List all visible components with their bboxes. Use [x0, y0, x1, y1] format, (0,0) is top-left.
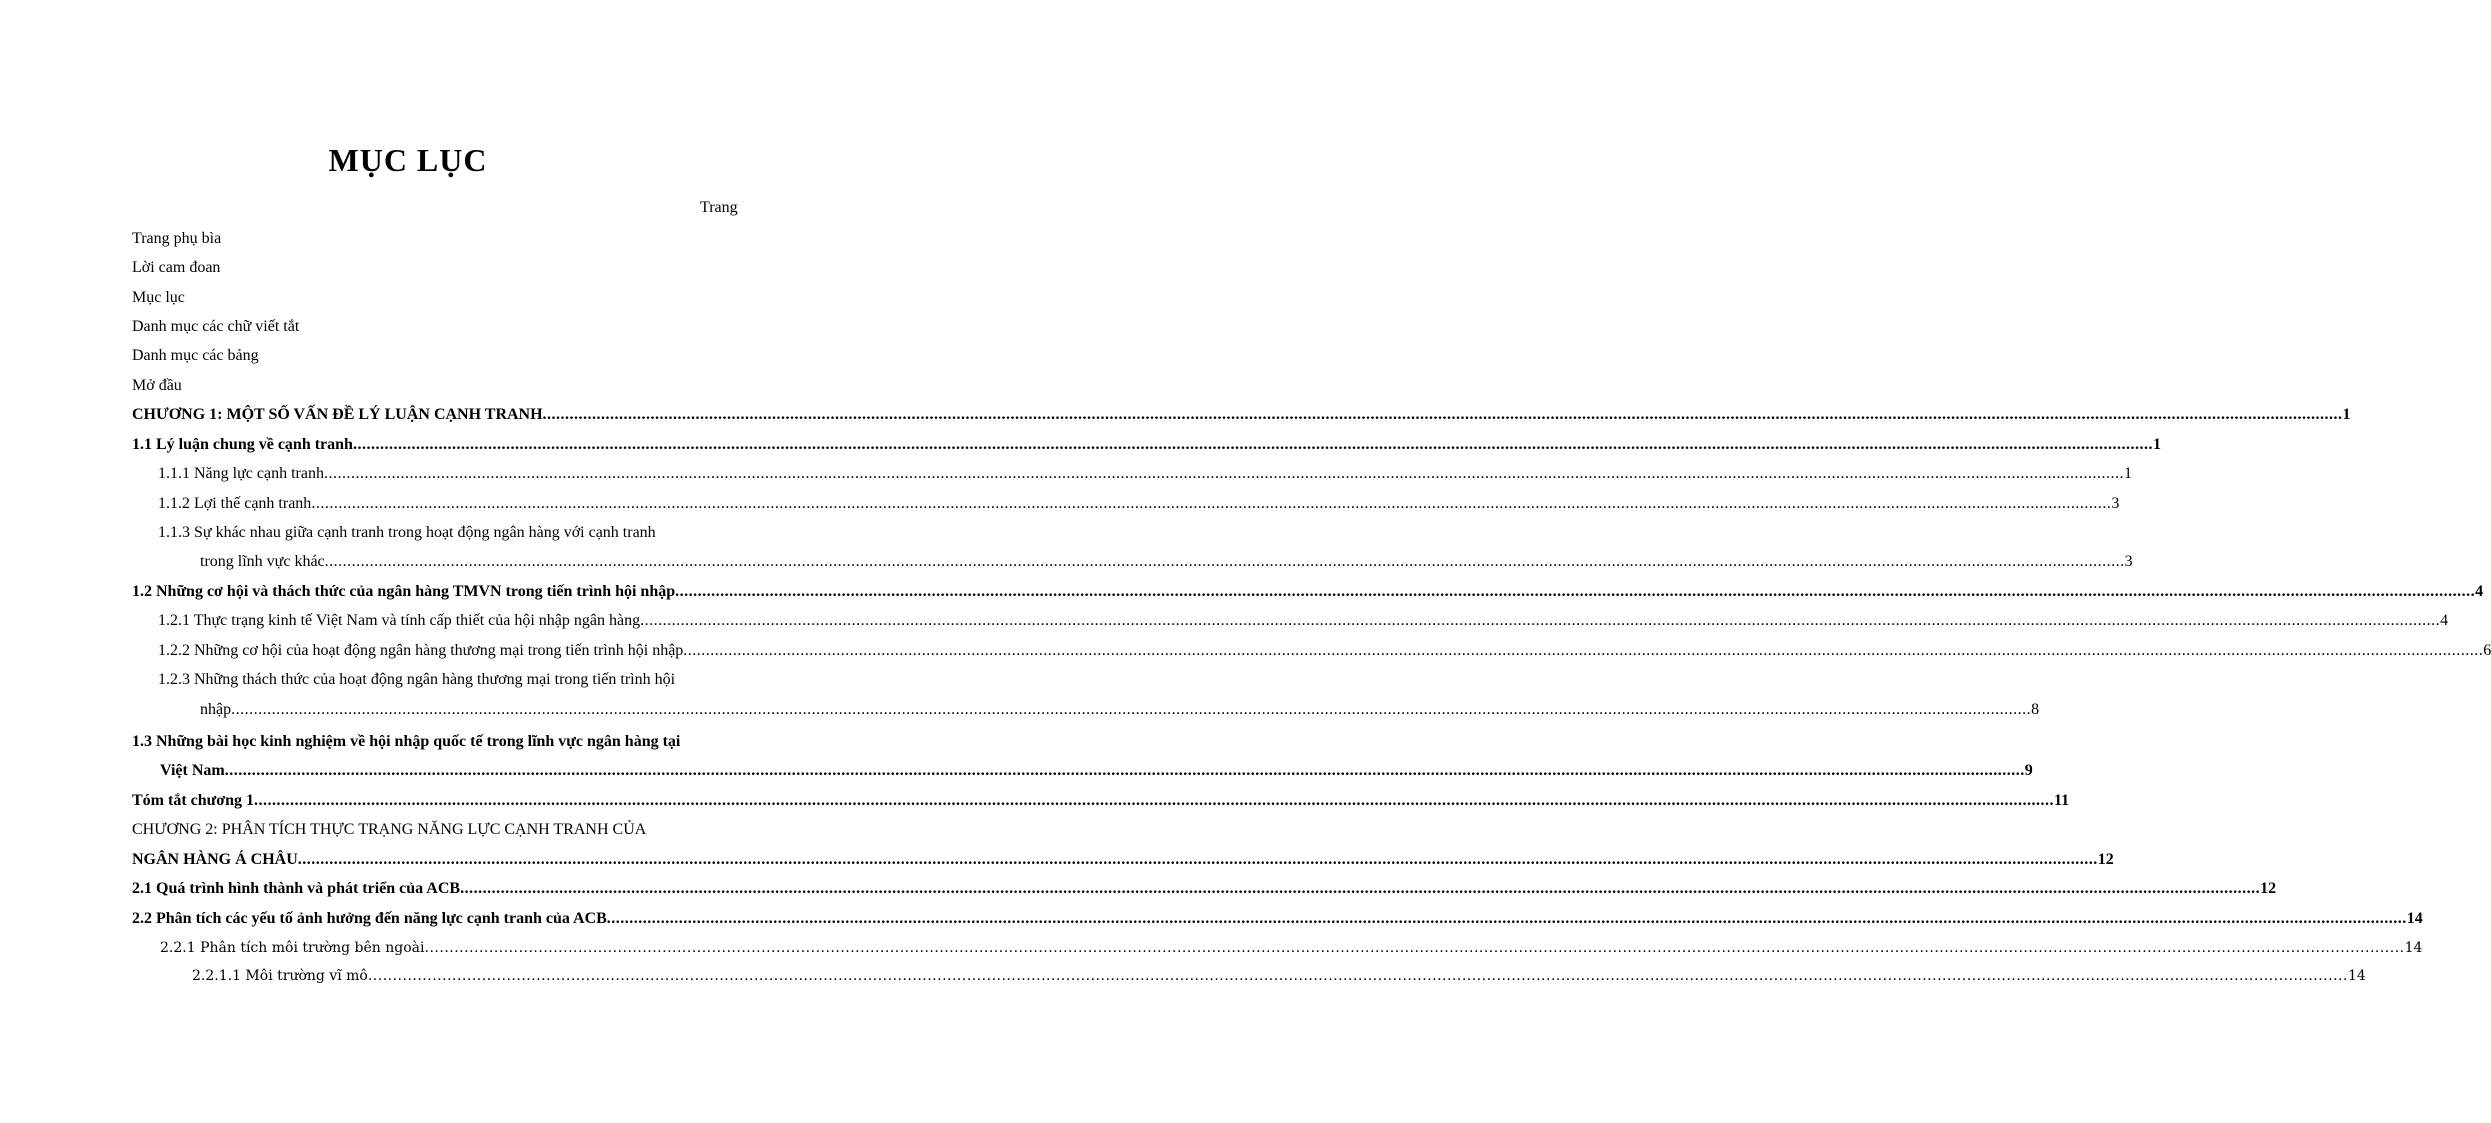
- toc-entry-text: Tóm tắt chương 1: [132, 792, 255, 809]
- front-matter-item: Mở đầu: [132, 377, 182, 394]
- toc-entry-subsubsection: [192, 966, 2366, 986]
- toc-entry-page: 11: [2054, 792, 2070, 809]
- dot-leader: ................................................................................................................................................................................................................................................................................................................................................................................................................: [367, 968, 2348, 984]
- toc-entry-text: 1.3 Những bài học kinh nghiệm về hội nhập quốc tế trong lĩnh vực ngân hàng tại: [132, 733, 681, 750]
- toc-entry-text: 1.2 Những cơ hội và thách thức của ngân hàng TMVN trong tiến trình hội nhập: [132, 583, 676, 600]
- toc-entry-page: 4: [2475, 583, 2484, 600]
- toc-entry-section: [132, 909, 2423, 929]
- dot-leader: ................................................................................................................................................................................................................................................................................................................................................................................................................: [224, 762, 2025, 779]
- dot-leader: ................................................................................................................................................................................................................................................................................................................................................................................................................: [297, 851, 2098, 868]
- toc-entry-text: 1.2.3 Những thách thức của hoạt động ngân hàng thương mại trong tiến trình hội: [158, 671, 676, 688]
- toc-entry-page: 3: [2111, 495, 2120, 512]
- toc-entry-page: 12: [2097, 851, 2114, 868]
- toc-entry-page: 1: [2152, 436, 2161, 453]
- toc-entry-text: Việt Nam: [160, 762, 225, 779]
- toc-entry-subsection: [158, 611, 2449, 631]
- toc-entry-text: 2.1 Quá trình hình thành và phát triển của ACB: [132, 880, 461, 897]
- dot-leader: ................................................................................................................................................................................................................................................................................................................................................................................................................: [675, 583, 2476, 600]
- toc-entry-page: 8: [2031, 701, 2040, 718]
- toc-entry-text: 2.2 Phân tích các yếu tố ảnh hưởng đến năng lực cạnh tranh của ACB: [132, 910, 607, 927]
- toc-entry-section: [132, 791, 2070, 811]
- toc-entry-subsection: [158, 464, 2132, 484]
- toc-entry-subsection: [158, 641, 2491, 661]
- toc-entry-page: 1: [2342, 406, 2351, 423]
- toc-entry-page: 3: [2124, 553, 2133, 570]
- toc-entry-subsection: [160, 938, 2423, 958]
- dot-leader: ................................................................................................................................................................................................................................................................................................................................................................................................................: [606, 910, 2407, 927]
- dot-leader: ................................................................................................................................................................................................................................................................................................................................................................................................................: [254, 792, 2055, 809]
- toc-entry-chapter: [132, 405, 2351, 425]
- front-matter-item: Danh mục các chữ viết tắt: [132, 318, 300, 335]
- toc-entry-page: 14: [2406, 910, 2423, 927]
- toc-entry-section-cont: [160, 761, 2033, 781]
- toc-entry-subsection: [158, 494, 2120, 514]
- toc-entry-text: 2.2.1 Phân tích môi trường bên ngoài: [160, 940, 425, 956]
- dot-leader: ................................................................................................................................................................................................................................................................................................................................................................................................................: [460, 880, 2261, 897]
- toc-entry-text: 1.1.1 Năng lực cạnh tranh: [158, 465, 324, 482]
- front-matter-item: Mục lục: [132, 289, 185, 306]
- toc-entry-page: 14: [2347, 968, 2366, 984]
- dot-leader: ................................................................................................................................................................................................................................................................................................................................................................................................................: [542, 406, 2343, 423]
- toc-entry-page: 4: [2440, 612, 2449, 629]
- front-matter-item: Lời cam đoan: [132, 259, 221, 276]
- dot-leader: ................................................................................................................................................................................................................................................................................................................................................................................................................: [311, 495, 2112, 512]
- toc-entry-section: [132, 435, 2161, 455]
- page-title: MỤC LỤC: [328, 142, 488, 178]
- dot-leader: ................................................................................................................................................................................................................................................................................................................................................................................................................: [323, 465, 2124, 482]
- toc-entry-text: nhập: [200, 701, 232, 718]
- front-matter-item: Danh mục các bảng: [132, 347, 259, 364]
- toc-entry-text: CHƯƠNG 2: PHÂN TÍCH THỰC TRẠNG NĂNG LỰC CẠNH TRANH CỦA: [132, 821, 647, 838]
- toc-entry-text: 1.1.3 Sự khác nhau giữa cạnh tranh trong hoạt động ngân hàng với cạnh tranh: [158, 524, 656, 541]
- toc-entry-text: NGÂN HÀNG Á CHÂU: [132, 851, 298, 868]
- toc-entry-text: CHƯƠNG 1: MỘT SỐ VẤN ĐỀ LÝ LUẬN CẠNH TRANH: [132, 406, 543, 423]
- toc-entry-page: 1: [2123, 465, 2132, 482]
- front-matter-item: Trang phụ bìa: [132, 230, 222, 247]
- dot-leader: ................................................................................................................................................................................................................................................................................................................................................................................................................: [324, 553, 2125, 570]
- toc-entry-section: [132, 879, 2277, 899]
- toc-entry-text: 1.2.1 Thực trạng kinh tế Việt Nam và tính cấp thiết của hội nhập ngân hàng: [158, 612, 641, 629]
- dot-leader: ................................................................................................................................................................................................................................................................................................................................................................................................................: [231, 701, 2032, 718]
- toc-entry-text: 1.1.2 Lợi thế cạnh tranh: [158, 495, 312, 512]
- dot-leader: ................................................................................................................................................................................................................................................................................................................................................................................................................: [352, 436, 2153, 453]
- toc-entry-subsection-cont: [200, 700, 2040, 720]
- page-column-header: Trang: [700, 199, 738, 216]
- dot-leader: ................................................................................................................................................................................................................................................................................................................................................................................................................: [683, 642, 2484, 659]
- toc-entry-text: 1.2.2 Những cơ hội của hoạt động ngân hàng thương mại trong tiến trình hội nhập: [158, 642, 684, 659]
- toc-entry-section: [132, 582, 2484, 602]
- toc-entry-text: 1.1 Lý luận chung về cạnh tranh: [132, 436, 353, 453]
- toc-entry-page: 6: [2483, 642, 2491, 659]
- toc-entry-page: 9: [2024, 762, 2033, 779]
- dot-leader: ................................................................................................................................................................................................................................................................................................................................................................................................................: [424, 940, 2405, 956]
- toc-entry-page: 12: [2260, 880, 2277, 897]
- toc-entry-subsection-cont: [200, 552, 2133, 572]
- dot-leader: ................................................................................................................................................................................................................................................................................................................................................................................................................: [640, 612, 2441, 629]
- toc-entry-text: 2.2.1.1 Môi trường vĩ mô: [192, 968, 368, 984]
- toc-entry-chapter-cont: [132, 850, 2114, 870]
- toc-entry-page: 14: [2404, 940, 2423, 956]
- toc-entry-text: trong lĩnh vực khác: [200, 553, 325, 570]
